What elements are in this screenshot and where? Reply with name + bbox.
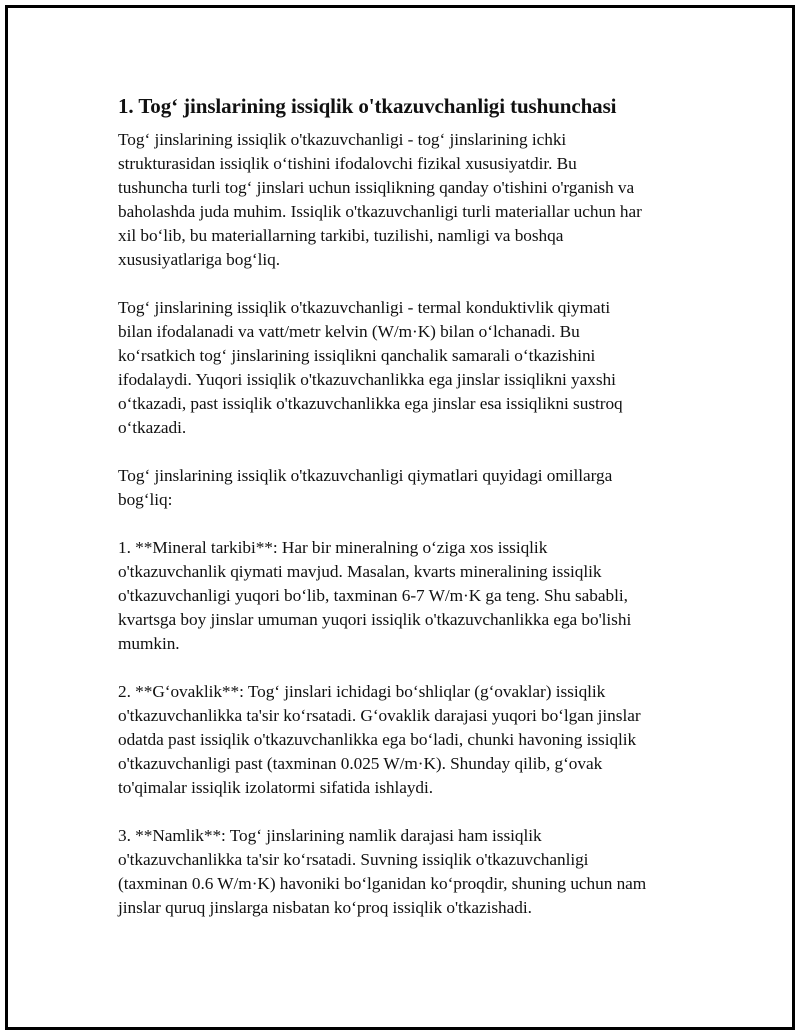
text-line: baholashda juda muhim. Issiqlik o'tkazuvchanligi turli materiallar uchun har [118,202,642,221]
text-line: bog‘liq: [118,490,173,509]
text-line: to'qimalar issiqlik izolatormi sifatida ishlaydi. [118,778,434,797]
text-line: tushuncha turli tog‘ jinslari uchun issiqlikning qanday o'tishini o'rganish va [118,178,635,197]
paragraph [118,824,698,920]
text-line: Tog‘ jinslarining issiqlik o'tkazuvchanligi - termal konduktivlik qiymati [118,298,611,317]
text-line: o‘tkazadi, past issiqlik o'tkazuvchanlikka ega jinslar esa issiqlikni sustroq [118,394,623,413]
text-line: o'tkazuvchanligi past (taxminan 0.025 W/m·K). Shunday qilib, g‘ovak [118,754,603,773]
text-line: o'tkazuvchanlik qiymati mavjud. Masalan, kvarts mineralining issiqlik [118,562,602,581]
text-line: strukturasidan issiqlik o‘tishini ifodalovchi fizikal xususiyatdir. Bu [118,154,577,173]
text-line: xususiyatlariga bog‘liq. [118,250,280,269]
paragraph-list [118,128,698,920]
text-line: ifodalaydi. Yuqori issiqlik o'tkazuvchanlikka ega jinslar issiqlikni yaxshi [118,370,616,389]
text-line: bilan ifodalanadi va vatt/metr kelvin (W/m·K) bilan o‘lchanadi. Bu [118,322,580,341]
paragraph [118,296,698,440]
text-line: mumkin. [118,634,180,653]
section-heading: 1. Tog‘ jinslarining issiqlik o'tkazuvchanligi tushunchasi [118,94,617,118]
text-line: odatda past issiqlik o'tkazuvchanlikka ega bo‘ladi, chunki havoning issiqlik [118,730,637,749]
text-line: o'tkazuvchanlikka ta'sir ko‘rsatadi. Suvning issiqlik o'tkazuvchanligi [118,850,589,869]
paragraph [118,680,698,800]
document-body [118,92,698,944]
text-line: o'tkazuvchanlikka ta'sir ko‘rsatadi. G‘ovaklik darajasi yuqori bo‘lgan jinslar [118,706,641,725]
paragraph [118,464,698,512]
text-line: Tog‘ jinslarining issiqlik o'tkazuvchanligi qiymatlari quyidagi omillarga [118,466,613,485]
text-line: kvartsga boy jinslar umuman yuqori issiqlik o'tkazuvchanlikka ega bo'lishi [118,610,632,629]
paragraph [118,128,698,272]
text-line: o'tkazuvchanligi yuqori bo‘lib, taxminan 6-7 W/m·K ga teng. Shu sababli, [118,586,628,605]
paragraph [118,536,698,656]
text-line: jinslar quruq jinslarga nisbatan ko‘proq issiqlik o'tkazishadi. [118,898,532,917]
text-line: Tog‘ jinslarining issiqlik o'tkazuvchanligi - tog‘ jinslarining ichki [118,130,567,149]
text-line: 3. **Namlik**: Tog‘ jinslarining namlik darajasi ham issiqlik [118,826,542,845]
text-line: 1. **Mineral tarkibi**: Har bir mineralning o‘ziga xos issiqlik [118,538,548,557]
text-line: xil bo‘lib, bu materiallarning tarkibi, tuzilishi, namligi va boshqa [118,226,564,245]
text-line: 2. **G‘ovaklik**: Tog‘ jinslari ichidagi bo‘shliqlar (g‘ovaklar) issiqlik [118,682,606,701]
text-line: (taxminan 0.6 W/m·K) havoniki bo‘lganidan ko‘proqdir, shuning uchun nam [118,874,647,893]
text-line: o‘tkazadi. [118,418,187,437]
text-line: ko‘rsatkich tog‘ jinslarining issiqlikni qanchalik samarali o‘tkazishini [118,346,596,365]
